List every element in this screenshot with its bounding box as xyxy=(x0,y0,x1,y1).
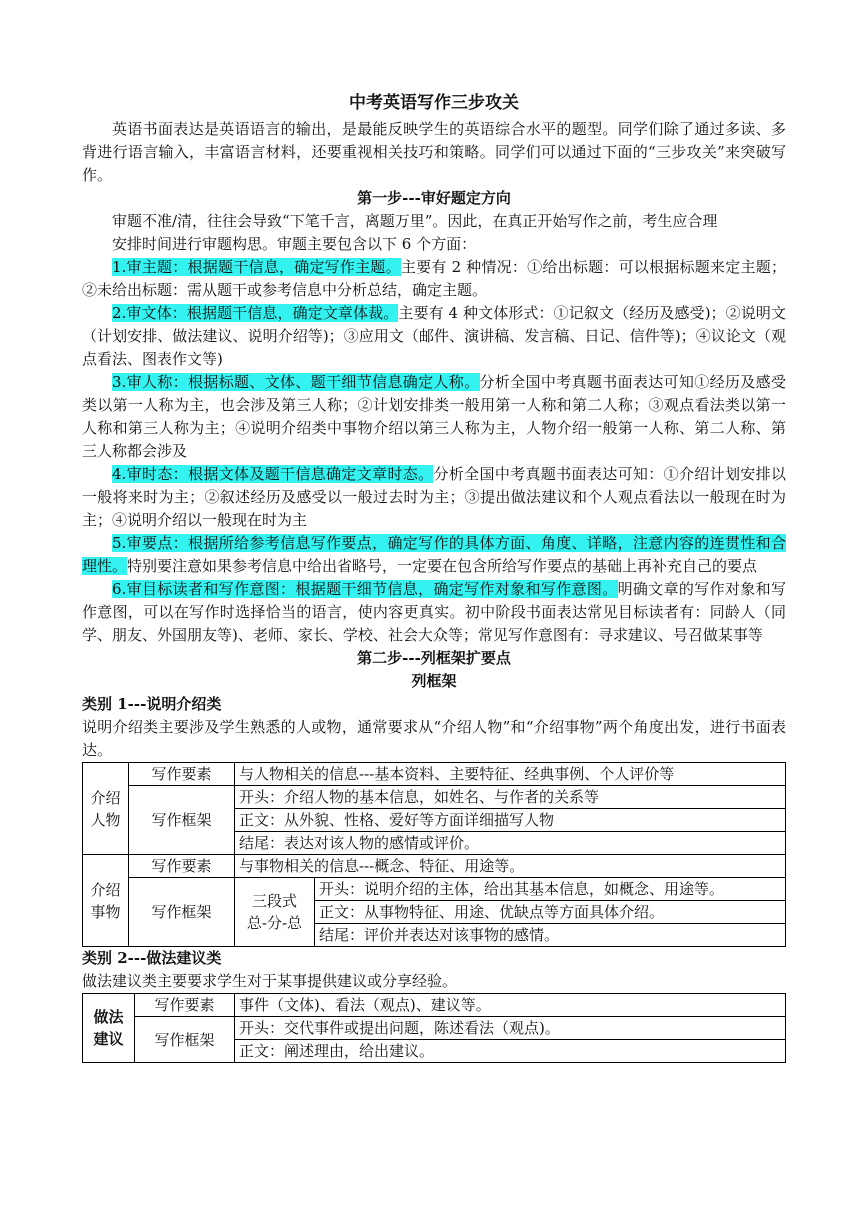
table-row xyxy=(83,855,786,878)
step1-item-6 xyxy=(82,578,786,647)
item-text: 分析全国中考真题书面表达可知①经历及感受类以第一人称为主，也会涉及第三人称；②计划安排类一般用第一人称和第二人称；③观点看法类以第一人称和第三人称为主；④说明介绍类中事物介绍以第三人称为主，人物介绍一般第一人称、第二人称、第三人称都会涉及 xyxy=(82,373,786,460)
table-row xyxy=(83,786,786,809)
table-row xyxy=(83,878,786,901)
category-1-table xyxy=(82,762,786,947)
step1-item-4 xyxy=(82,463,786,532)
item-text: 主要有 2 种情况：①给出标题：可以根据标题来定主题；②未给出标题：需从题干或参考信息中分析总结，确定主题。 xyxy=(82,258,786,299)
category-2-description: 做法建议类主要要求学生对于某事提供建议或分享经验。 xyxy=(82,972,458,990)
elem-content: 事件（文体)、看法（观点)、建议等。 xyxy=(235,994,786,1017)
elem-label: 写作要素 xyxy=(135,994,235,1017)
highlight-text: 3.审人称：根据标题、文体、题干细节信息确定人称。 xyxy=(112,373,480,391)
step1-item-3 xyxy=(82,371,786,463)
frame-type xyxy=(235,878,315,947)
step1-paragraph-2: 安排时间进行审题构思。审题主要包含以下 6 个方面： xyxy=(112,235,477,253)
frame-label: 写作框架 xyxy=(129,878,235,947)
frame-type-line-1: 三段式 xyxy=(251,892,297,910)
frame-type-line-2: 总-分-总 xyxy=(246,914,303,932)
highlight-text: 2.审文体：根据题干信息，确定文章体裁。 xyxy=(112,304,399,322)
frame-line: 正文：阐述理由，给出建议。 xyxy=(235,1040,786,1063)
step1-paragraph-1: 审题不准/清，往往会导致“下笔千言，离题万里”。因此，在真正开始写作之前，考生应合理 xyxy=(112,212,718,230)
highlight-text: 5.审要点：根据所给参考信息写作要点，确定写作的具体方面、角度、详略，注意内容的连贯性和合理性。 xyxy=(82,534,786,575)
advice-label: 做法建议 xyxy=(83,994,135,1063)
frame-line: 开头：介绍人物的基本信息，如姓名、与作者的关系等 xyxy=(235,786,786,809)
frame-label: 写作框架 xyxy=(135,1017,235,1063)
frame-line: 结尾：表达对该人物的感情或评价。 xyxy=(235,832,786,855)
table-row xyxy=(83,994,786,1017)
elem-content: 与事物相关的信息---概念、特征、用途等。 xyxy=(235,855,786,878)
elem-label: 写作要素 xyxy=(129,763,235,786)
elem-content: 与人物相关的信息---基本资料、主要特征、经典事例、个人评价等 xyxy=(235,763,786,786)
item-text: 主要有 4 种文体形式：①记叙文（经历及感受)；②说明文（计划安排、做法建议、说明介绍等)；③应用文（邮件、演讲稿、发言稿、日记、信件等)；④议论文（观点看法、图表作文等) xyxy=(82,304,786,368)
step1-item-1 xyxy=(82,256,786,302)
category-1-title: 类别 1---说明介绍类 xyxy=(82,695,222,713)
item-text: 特别要注意如果参考信息中给出省略号，一定要在包含所给写作要点的基础上再补充自己的要点 xyxy=(127,557,758,575)
elem-label: 写作要素 xyxy=(129,855,235,878)
item-text: 明确文章的写作对象和写作意图，可以在写作时选择恰当的语言，使内容更真实。初中阶段书面表达常见目标读者有：同龄人（同学、朋友、外国朋友等)、老师、家长、学校、社会大众等；常见写作意图有：寻求建议、号召做某事等 xyxy=(82,580,786,644)
frame-line: 开头：交代事件或提出问题，陈述看法（观点)。 xyxy=(235,1017,786,1040)
item-text: 分析全国中考真题书面表达可知：①介绍计划安排以一般将来时为主；②叙述经历及感受以一般过去时为主；③提出做法建议和个人观点看法以一般现在时为主；④说明介绍以一般现在时为主 xyxy=(82,465,786,529)
highlight-text: 1.审主题：根据题干信息，确定写作主题。 xyxy=(112,258,401,276)
frame-line: 正文：从外貌、性格、爱好等方面详细描写人物 xyxy=(235,809,786,832)
frame-label: 写作框架 xyxy=(129,786,235,855)
page-title: 中考英语写作三步攻关 xyxy=(349,93,519,113)
highlight-text: 4.审时态：根据文体及题干信息确定文章时态。 xyxy=(112,465,434,483)
category-1-description: 说明介绍类主要涉及学生熟悉的人或物，通常要求从“介绍人物”和“介绍事物”两个角度出发，进行书面表达。 xyxy=(82,718,786,759)
step1-item-2 xyxy=(82,302,786,371)
table-row xyxy=(83,1017,786,1040)
step1-heading: 第一步---审好题定方向 xyxy=(357,189,511,207)
document-page xyxy=(82,90,786,1063)
step2-heading: 第二步---列框架扩要点 xyxy=(357,649,511,667)
step1-item-5 xyxy=(82,532,786,578)
frame-line: 开头：说明介绍的主体，给出其基本信息，如概念、用途等。 xyxy=(315,878,786,901)
category-2-title: 类别 2---做法建议类 xyxy=(82,949,222,967)
category-2-table xyxy=(82,993,786,1063)
step2-subheading: 列框架 xyxy=(411,672,457,690)
table-row xyxy=(83,763,786,786)
intro-paragraph: 英语书面表达是英语语言的输出，是最能反映学生的英语综合水平的题型。同学们除了通过多读、多背进行语言输入，丰富语言材料，还要重视相关技巧和策略。同学们可以通过下面的“三步攻关”来突破写作。 xyxy=(82,120,786,184)
frame-line: 结尾：评价并表达对该事物的感情。 xyxy=(315,924,786,947)
thing-label: 介绍事物 xyxy=(83,855,129,947)
person-label: 介绍人物 xyxy=(83,763,129,855)
highlight-text: 6.审目标读者和写作意图：根据题干细节信息，确定写作对象和写作意图。 xyxy=(112,580,618,598)
frame-line: 正文：从事物特征、用途、优缺点等方面具体介绍。 xyxy=(315,901,786,924)
